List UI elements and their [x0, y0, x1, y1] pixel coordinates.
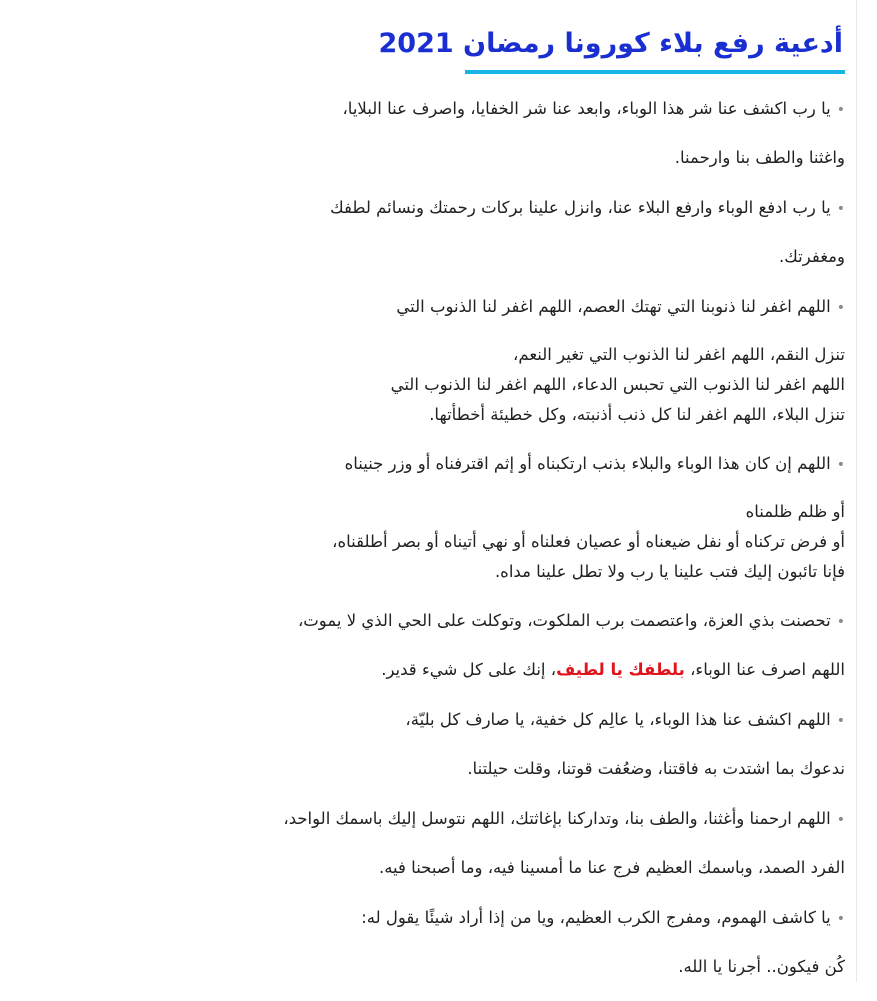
bullet-icon: •: [836, 713, 845, 729]
dua-line: تنزل النقم، اللهم اغفر لنا الذنوب التي تغير النعم،: [513, 345, 845, 364]
bullet-icon: •: [836, 812, 845, 828]
bullet-icon: •: [836, 614, 845, 630]
dua-line: كُن فيكون.. أجرنا يا الله.: [678, 957, 845, 976]
title-underline: [465, 70, 845, 74]
dua-line: •يا كاشف الهموم، ومفرج الكرب العظيم، ويا من إذا أراد شيئًا يقول له:: [361, 908, 845, 927]
dua-line: أو ظلم ظلمناه: [745, 502, 845, 521]
dua-line: •اللهم اكشف عنا هذا الوباء، يا عالِم كل خفية، يا صارف كل بليّة،: [405, 710, 845, 729]
dua-line: الفرد الصمد، وباسمك العظيم فرج عنا ما أمسينا فيه، وما أصبحنا فيه.: [378, 858, 845, 877]
dua-item: [35, 291, 845, 430]
dua-line: •اللهم ارحمنا وأغثنا، والطف بنا، وتداركنا بإغاثتك، اللهم نتوسل إليك باسمك الواحد،: [283, 809, 845, 828]
dua-line: أو فرض تركناه أو نفل ضيعناه أو عصيان فعلناه أو نهي أتيناه أو بصر أطلقناه،: [332, 532, 845, 551]
duas-list: [35, 93, 845, 1001]
dua-line: واغثنا والطف بنا وارحمنا.: [674, 148, 845, 167]
dua-item: [35, 704, 845, 785]
dua-item: [35, 902, 845, 983]
dua-line: ومغفرتك.: [779, 247, 845, 266]
dua-line: •اللهم إن كان هذا الوباء والبلاء بذنب ارتكبناه أو إثم اقترفناه أو وزر جنيناه: [344, 454, 845, 473]
dua-item: [35, 192, 845, 273]
dua-item: [35, 605, 845, 686]
highlighted-phrase: بلطفك يا لطيف: [556, 660, 685, 679]
dua-line: اللهم اغفر لنا الذنوب التي تحبس الدعاء، اللهم اغفر لنا الذنوب التي: [390, 375, 845, 394]
dua-line: فإنا تائبون إليك فتب علينا يا رب ولا تطل علينا مداه.: [494, 562, 845, 581]
bullet-icon: •: [836, 911, 845, 927]
bullet-icon: •: [836, 457, 845, 473]
article-title: أدعية رفع بلاء كورونا رمضان 2021: [378, 28, 843, 59]
bullet-icon: •: [836, 201, 845, 217]
dua-line: •يا رب اكشف عنا شر هذا الوباء، وابعد عنا شر الخفايا، واصرف عنا البلايا،: [342, 99, 845, 118]
dua-item: [35, 93, 845, 174]
dua-item: [35, 448, 845, 587]
dua-line: •اللهم اغفر لنا ذنوبنا التي تهتك العصم، اللهم اغفر لنا الذنوب التي: [396, 297, 845, 316]
dua-line: •تحصنت بذي العزة، واعتصمت برب الملكوت، وتوكلت على الحي الذي لا يموت،: [297, 611, 845, 630]
dua-line: تنزل البلاء، اللهم اغفر لنا كل ذنب أذنبته، وكل خطيئة أخطأتها.: [429, 405, 845, 424]
dua-line: •يا رب ادفع الوباء وارفع البلاء عنا، وانزل علينا بركات رحمتك ونسائم لطفك: [330, 198, 845, 217]
dua-line: اللهم اصرف عنا الوباء، بلطفك يا لطيف، إنك على كل شيء قدير.: [381, 660, 845, 679]
page-edge-divider: [856, 0, 857, 982]
bullet-icon: •: [836, 102, 845, 118]
dua-item: [35, 803, 845, 884]
bullet-icon: •: [836, 300, 845, 316]
dua-line: ندعوك بما اشتدت به فاقتنا، وضعُفت قوتنا، وقلت حيلتنا.: [467, 759, 845, 778]
